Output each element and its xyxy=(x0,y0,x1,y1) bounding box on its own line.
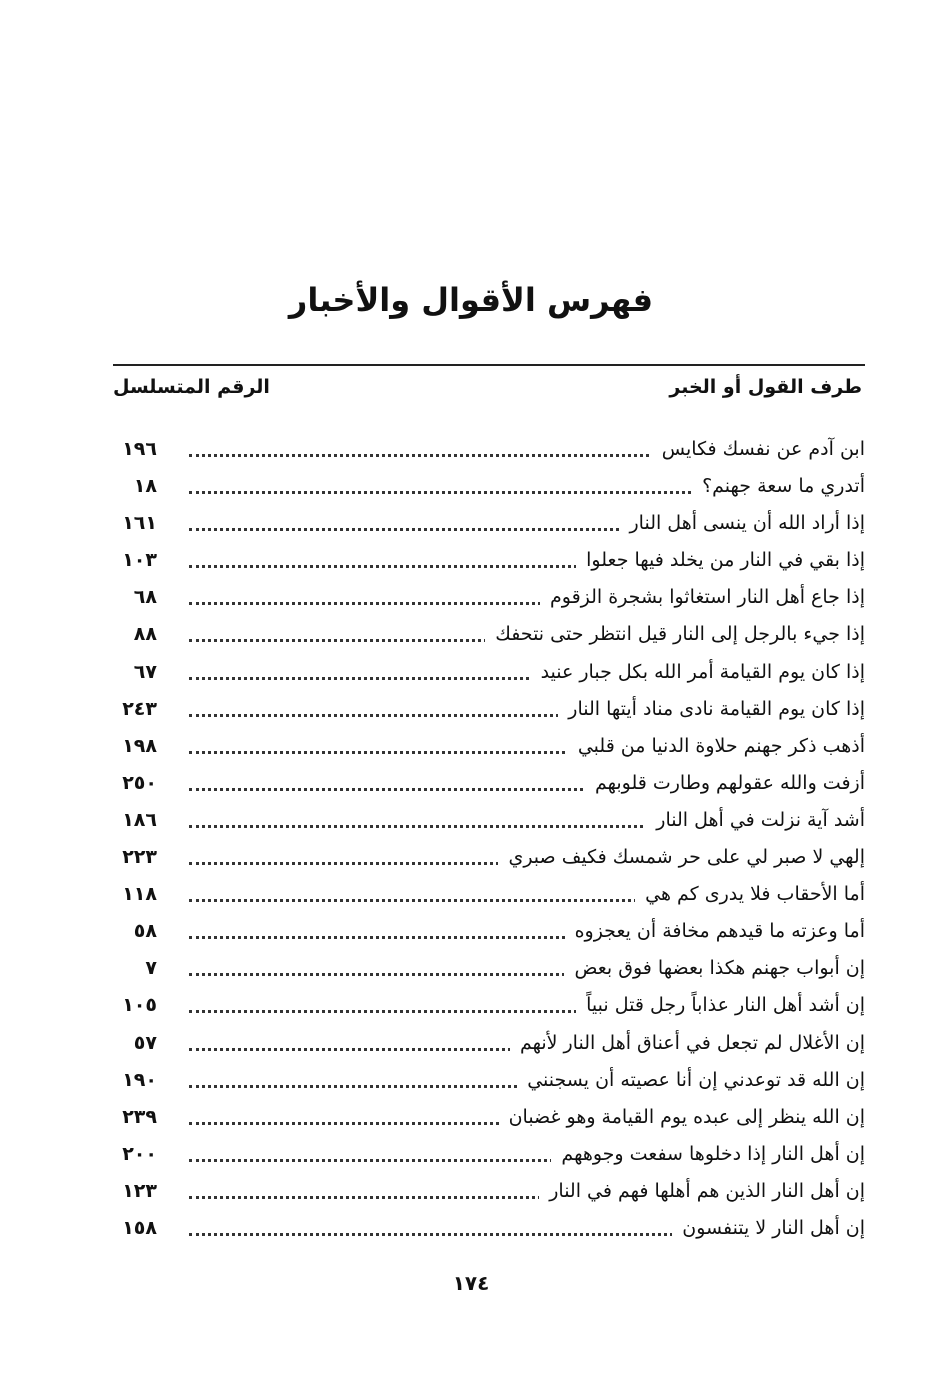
entry-text: إذا كان يوم القيامة أمر الله بكل جبار عنيد xyxy=(531,655,865,689)
entry-number: ١٩٨ xyxy=(122,734,157,757)
entry-text: إذا جيء بالرجل إلى النار قيل انتظر حتى نتحفك xyxy=(485,617,865,651)
entry-number: ١٨٦ xyxy=(122,808,157,831)
index-entry xyxy=(113,1063,865,1100)
entry-number: ٢٠٠ xyxy=(122,1142,157,1165)
entry-number: ١٥٨ xyxy=(122,1216,157,1239)
page-title: فهرس الأقوال والأخبار xyxy=(288,281,654,319)
number-column-header: الرقم المتسلسل xyxy=(113,376,270,398)
index-entry xyxy=(113,506,865,543)
index-entry xyxy=(113,543,865,580)
entry-text: إن أشد أهل النار عذاباً رجل قتل نبياً xyxy=(576,988,865,1022)
index-entry xyxy=(113,1100,865,1137)
entry-text: أشد آية نزلت في أهل النار xyxy=(646,803,865,837)
entry-number: ٥٨ xyxy=(133,920,157,943)
entry-number: ٧ xyxy=(145,957,157,980)
entry-number: ١٩٠ xyxy=(122,1068,157,1091)
entry-text: إذا كان يوم القيامة نادى مناد أيتها النار xyxy=(558,692,865,726)
entry-text: إن أهل النار لا يتنفسون xyxy=(672,1211,865,1245)
index-entry xyxy=(113,766,865,803)
entry-text: إن أهل النار إذا دخلوها سفعت وجوههم xyxy=(551,1137,865,1171)
entry-text: إن الله ينظر إلى عبده يوم القيامة وهو غضبان xyxy=(499,1100,865,1134)
entry-number: ١٦١ xyxy=(122,512,157,535)
entry-text: ابن آدم عن نفسك فكايس xyxy=(652,432,865,466)
index-entry xyxy=(113,1174,865,1211)
entry-text: أذهب ذكر جهنم حلاوة الدنيا من قلبي xyxy=(568,729,865,763)
text-column-header: طرف القول أو الخبر xyxy=(669,376,862,398)
index-entry xyxy=(113,951,865,988)
entry-text: إن أهل النار الذين هم أهلها فهم في النار xyxy=(539,1174,865,1208)
entry-number: ١١٨ xyxy=(122,883,157,906)
entry-number: ١٠٥ xyxy=(122,994,157,1017)
entry-number: ٦٧ xyxy=(133,660,157,683)
index-entry xyxy=(113,803,865,840)
entry-text: إن أبواب جهنم هكذا بعضها فوق بعض xyxy=(564,951,865,985)
index-entry xyxy=(113,1026,865,1063)
entry-number: ٨٨ xyxy=(133,623,157,646)
index-entry xyxy=(113,617,865,654)
index-entry xyxy=(113,692,865,729)
index-entry xyxy=(113,1211,865,1248)
index-entry xyxy=(113,655,865,692)
entry-text: إذا بقي في النار من يخلد فيها جعلوا xyxy=(576,543,865,577)
entry-text: أتدري ما سعة جهنم؟ xyxy=(692,469,865,503)
entry-text: أما وعزته ما قيدهم مخافة أن يعجزوه xyxy=(565,914,865,948)
index-entry xyxy=(113,840,865,877)
index-entry xyxy=(113,914,865,951)
entry-text: إلهي لا صبر لي على حر شمسك فكيف صبري xyxy=(498,840,865,874)
entry-text: إن الله قد توعدني إن أنا عصيته أن يسجنني xyxy=(517,1063,865,1097)
page-number: ١٧٤ xyxy=(452,1271,490,1295)
entry-text: إذا جاع أهل النار استغاثوا بشجرة الزقوم xyxy=(540,580,865,614)
entry-number: ١٠٣ xyxy=(122,549,157,572)
entry-number: ٦٨ xyxy=(133,586,157,609)
index-entry xyxy=(113,1137,865,1174)
entry-number: ٢٢٣ xyxy=(122,846,157,869)
entry-number: ٥٧ xyxy=(133,1031,157,1054)
index-entry xyxy=(113,988,865,1025)
entry-text: إن الأغلال لم تجعل في أعناق أهل النار لأنهم xyxy=(510,1026,865,1060)
entry-text: إذا أراد الله أن ينسى أهل النار xyxy=(620,506,866,540)
entry-number: ١٩٦ xyxy=(122,438,157,460)
entry-number: ١٨ xyxy=(133,475,157,498)
entry-number: ٢٤٣ xyxy=(122,697,157,720)
entry-text: أما الأحقاب فلا يدرى كم هي xyxy=(635,877,865,911)
entry-text: أزفت والله عقولهم وطارت قلوبهم xyxy=(585,766,865,800)
entry-number: ١٢٣ xyxy=(122,1179,157,1202)
index-entry xyxy=(113,729,865,766)
index-entry xyxy=(113,469,865,506)
index-entry xyxy=(113,432,865,469)
index-entry xyxy=(113,580,865,617)
entry-number: ٢٣٩ xyxy=(122,1105,157,1128)
header-rule xyxy=(113,364,865,366)
entry-number: ٢٥٠ xyxy=(122,771,157,794)
index-entry xyxy=(113,877,865,914)
index-list xyxy=(113,432,865,1248)
